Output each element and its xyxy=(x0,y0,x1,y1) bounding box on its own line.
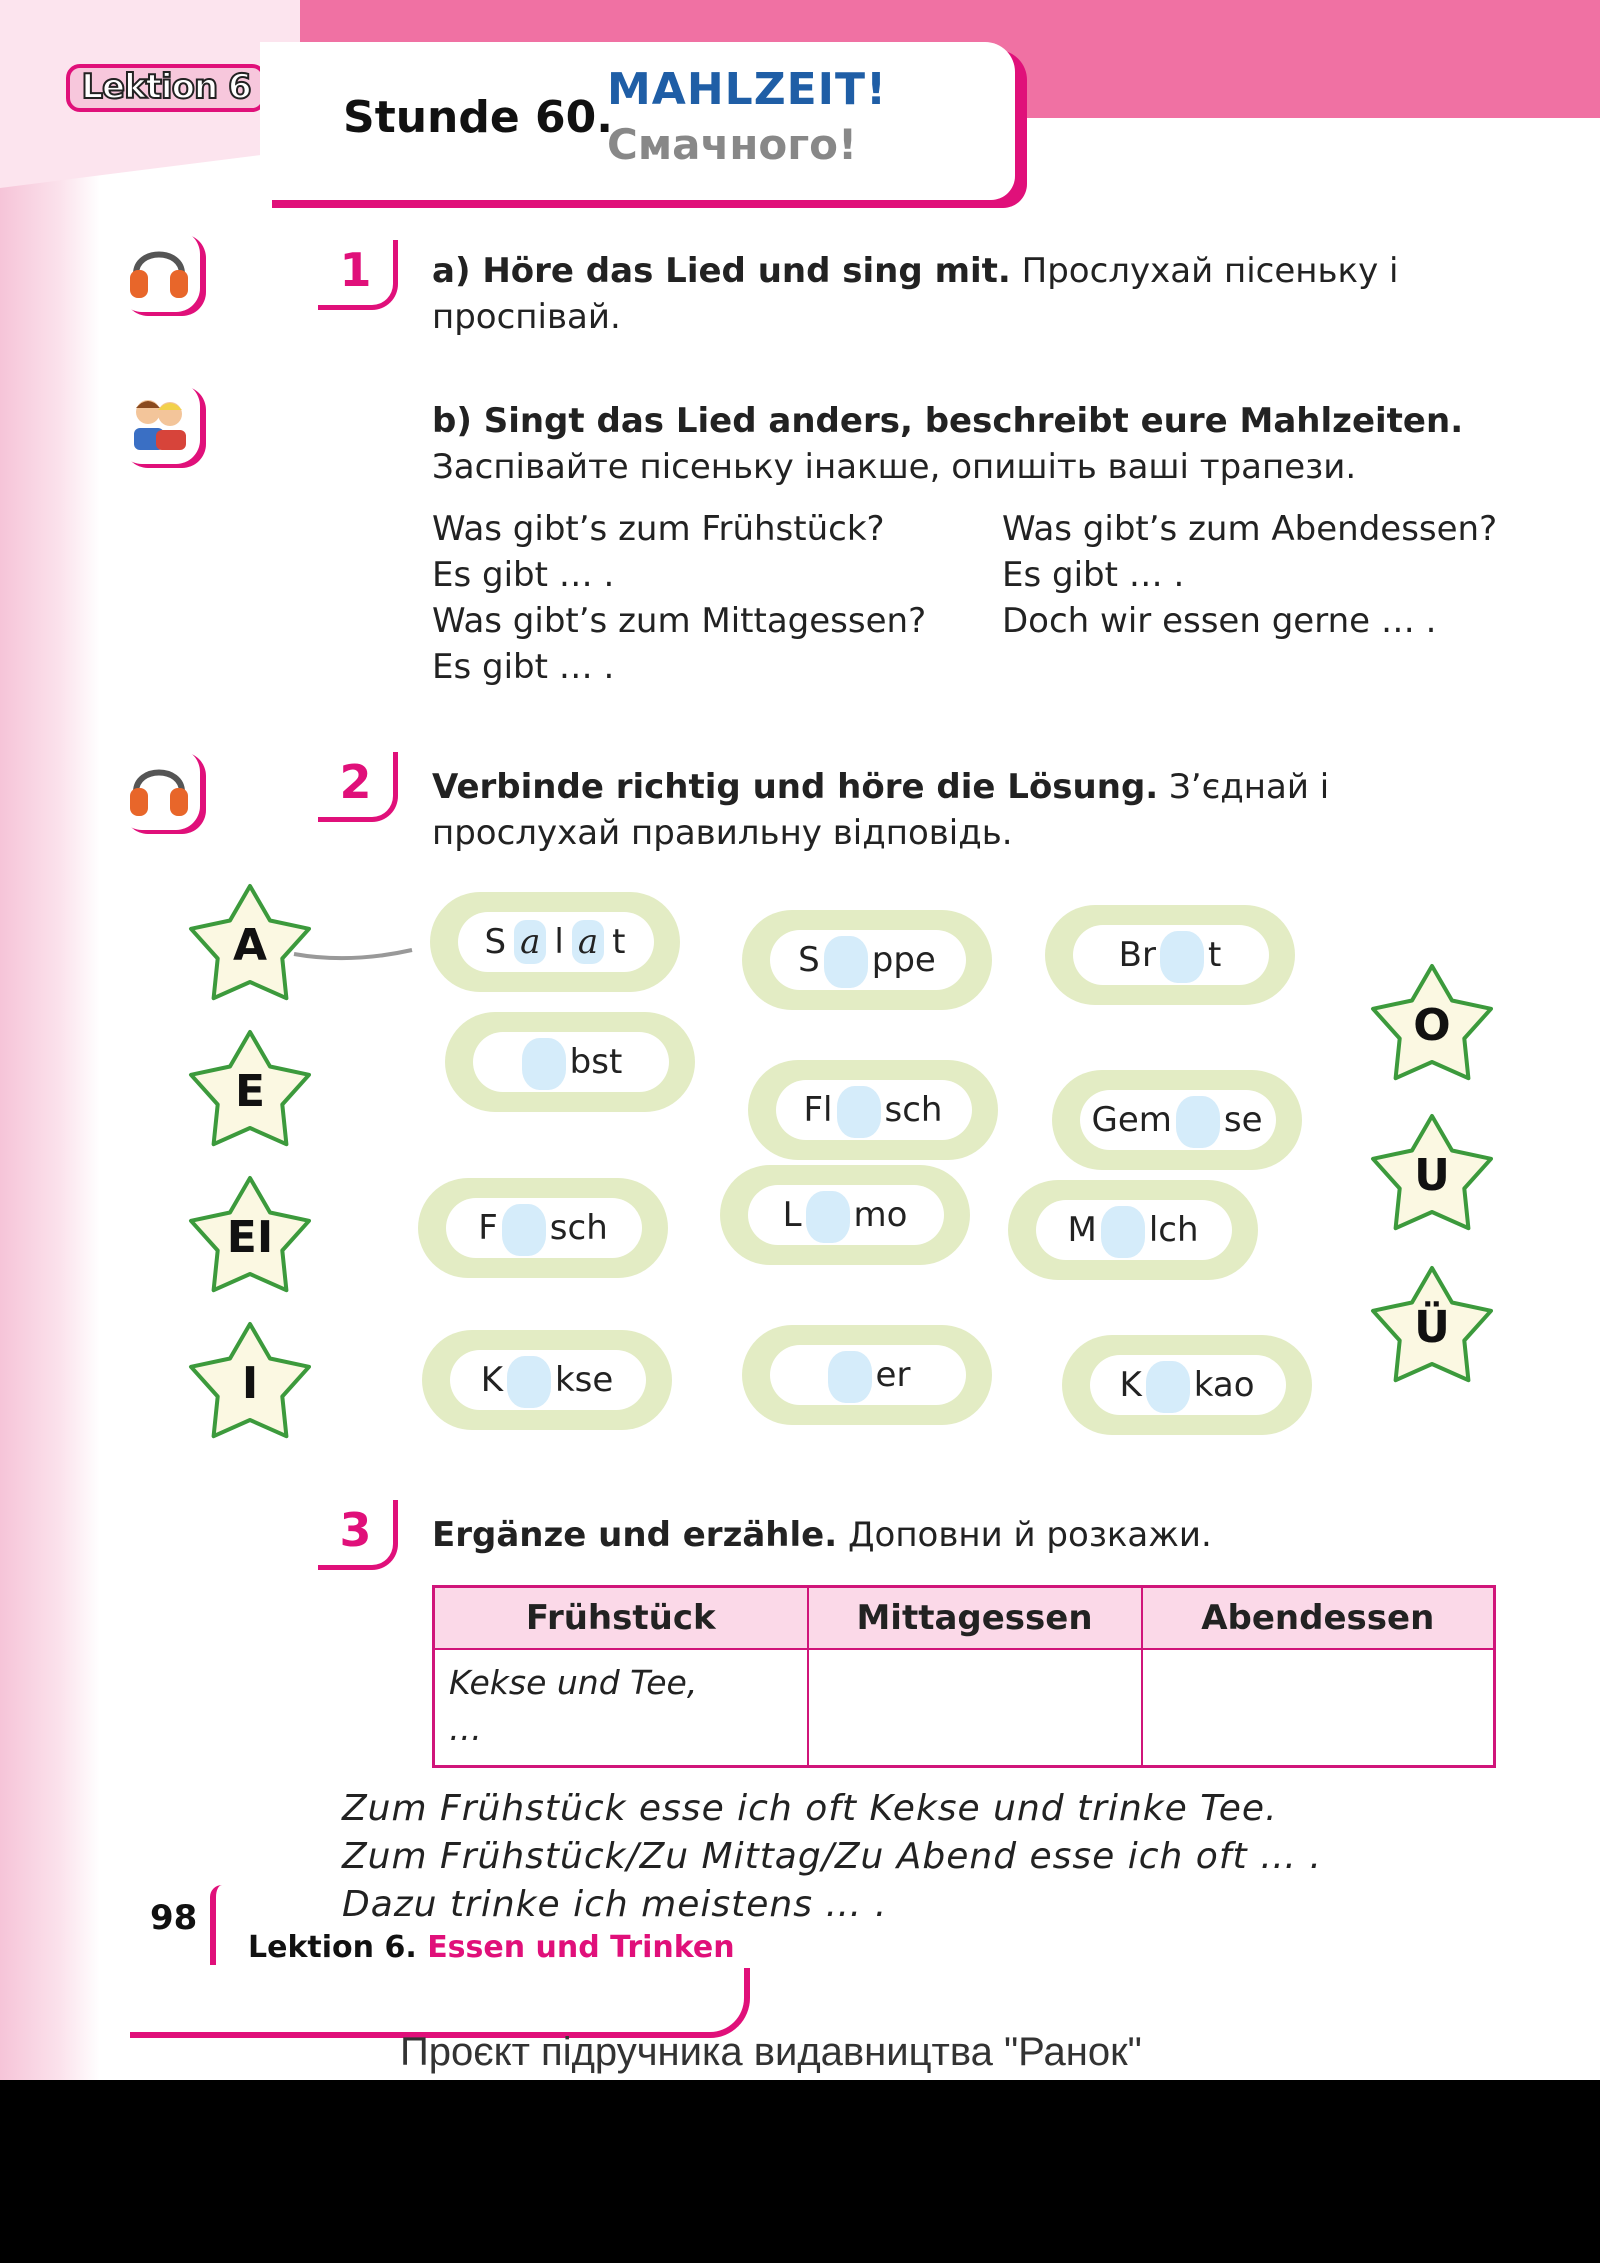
word-suffix: kao xyxy=(1193,1365,1255,1405)
word-text xyxy=(445,1012,695,1112)
vowel-star-right[interactable] xyxy=(1362,1110,1502,1240)
vowel-star-left[interactable] xyxy=(180,880,320,1010)
word-letter: t xyxy=(612,922,626,962)
vowel-star-left[interactable] xyxy=(180,1172,320,1302)
title-german: MAHLZEIT! xyxy=(607,64,888,115)
song-line: Es gibt … . xyxy=(432,647,615,687)
children-icon xyxy=(118,382,200,464)
page-number: 98 xyxy=(150,1898,198,1938)
task-3-bold: Ergänze und erzähle. xyxy=(432,1515,838,1555)
star-letter: O xyxy=(1413,1000,1451,1051)
footer-title xyxy=(248,1930,735,1965)
word-text xyxy=(422,1330,672,1430)
headphones-icon xyxy=(118,748,200,830)
blank-slot[interactable] xyxy=(507,1356,551,1408)
title-ukrainian: Смачного! xyxy=(607,120,858,169)
blank-slot[interactable] xyxy=(1160,931,1204,983)
word-prefix: S xyxy=(798,940,820,980)
word-prefix: F xyxy=(478,1208,498,1248)
word-suffix: lch xyxy=(1148,1210,1199,1250)
word-card[interactable] xyxy=(720,1165,970,1265)
task-1b-instruction xyxy=(432,398,1496,490)
blank-slot[interactable] xyxy=(1146,1361,1190,1413)
cell-mittagessen[interactable] xyxy=(808,1649,1142,1767)
lektion-badge: Lektion 6 xyxy=(66,64,266,112)
word-suffix: mo xyxy=(853,1195,908,1235)
word-prefix: M xyxy=(1067,1210,1097,1250)
col-header: Frühstück xyxy=(434,1587,808,1649)
cell-text: … xyxy=(449,1708,482,1748)
word-card[interactable] xyxy=(430,892,680,992)
song-right xyxy=(1002,506,1497,644)
word-prefix: K xyxy=(480,1360,503,1400)
word-letter: l xyxy=(554,922,564,962)
filled-letter: a xyxy=(572,920,604,964)
blank-slot[interactable] xyxy=(1176,1096,1220,1148)
task-1b-text: Заспівайте пісеньку інакше, опишіть ваші трапези. xyxy=(432,447,1357,487)
vowel-star-left[interactable] xyxy=(180,1026,320,1156)
word-text xyxy=(1008,1180,1258,1280)
example-line: Zum Frühstück/Zu Mittag/Zu Abend esse ich oft … . xyxy=(342,1836,1322,1877)
task-2-number: 2 xyxy=(318,752,398,822)
word-suffix: kse xyxy=(554,1360,614,1400)
blank-slot[interactable] xyxy=(828,1351,872,1403)
word-text xyxy=(1045,905,1295,1005)
blank-slot[interactable] xyxy=(837,1086,881,1138)
word-prefix: Gem xyxy=(1091,1100,1172,1140)
footer-lektion: Lektion 6. xyxy=(248,1930,417,1965)
song-line: Was gibt’s zum Mittagessen? xyxy=(432,601,927,641)
task-1a-bold: a) Höre das Lied und sing mit. xyxy=(432,251,1011,291)
word-card[interactable] xyxy=(748,1060,998,1160)
word-card[interactable] xyxy=(1052,1070,1302,1170)
word-card[interactable] xyxy=(422,1330,672,1430)
task-3-number: 3 xyxy=(318,1500,398,1570)
word-text xyxy=(742,910,992,1010)
meal-table xyxy=(432,1585,1496,1768)
task-3-text: Доповни й розкажи. xyxy=(837,1515,1212,1555)
cell-abendessen[interactable] xyxy=(1142,1649,1495,1767)
left-margin-band xyxy=(0,0,100,2080)
word-text xyxy=(748,1060,998,1160)
task-2-text: З’єднай і прослухай правильну відповідь. xyxy=(432,767,1330,853)
word-suffix: t xyxy=(1207,935,1222,975)
word-card[interactable] xyxy=(742,910,992,1010)
cell-text: Kekse und Tee, xyxy=(449,1662,698,1702)
word-text xyxy=(1062,1335,1312,1435)
vowel-star-left[interactable] xyxy=(180,1318,320,1448)
task-1a-instruction xyxy=(432,248,1496,340)
word-suffix: se xyxy=(1223,1100,1263,1140)
star-letter: EI xyxy=(226,1212,274,1263)
task-1-number: 1 xyxy=(318,240,398,310)
word-salat xyxy=(430,892,680,992)
col-header: Mittagessen xyxy=(808,1587,1142,1649)
song-line: Es gibt … . xyxy=(432,555,615,595)
word-prefix: K xyxy=(1119,1365,1142,1405)
word-suffix: ppe xyxy=(871,940,936,980)
song-line: Was gibt’s zum Abendessen? xyxy=(1002,509,1498,549)
headphones-icon xyxy=(118,230,200,312)
example-line: Zum Frühstück esse ich oft Kekse und trinke Tee. xyxy=(342,1788,1278,1829)
blank-slot[interactable] xyxy=(522,1038,566,1090)
footer-topic: Essen und Trinken xyxy=(427,1930,735,1965)
example-line: Dazu trinke ich meistens … . xyxy=(342,1884,888,1925)
task-1b-bold: b) Singt das Lied anders, beschreibt eure Mahlzeiten. xyxy=(432,401,1464,441)
word-text xyxy=(720,1165,970,1265)
star-letter: E xyxy=(234,1066,266,1117)
word-card[interactable] xyxy=(418,1178,668,1278)
task-2-bold: Verbinde richtig und höre die Lösung. xyxy=(432,767,1159,807)
lesson-number: Stunde 60. xyxy=(343,92,613,143)
word-letter: S xyxy=(484,922,507,962)
footer-bar xyxy=(130,1968,750,2038)
publisher-note: Проєкт підручника видавництва "Ранок" xyxy=(400,2030,1142,2074)
word-prefix: L xyxy=(782,1195,802,1235)
cell-fruehstueck[interactable] xyxy=(434,1649,808,1767)
word-suffix: er xyxy=(875,1355,911,1395)
vowel-star-right[interactable] xyxy=(1362,960,1502,1090)
word-suffix: bst xyxy=(569,1042,623,1082)
word-card[interactable] xyxy=(1062,1335,1312,1435)
task-3-instruction xyxy=(432,1512,1496,1558)
word-card[interactable] xyxy=(1008,1180,1258,1280)
col-header: Abendessen xyxy=(1142,1587,1495,1649)
blank-slot[interactable] xyxy=(502,1204,546,1256)
task-2-instruction xyxy=(432,764,1496,856)
song-line: Was gibt’s zum Frühstück? xyxy=(432,509,885,549)
filled-letter: a xyxy=(514,920,546,964)
word-text xyxy=(742,1325,992,1425)
song-line: Doch wir essen gerne … . xyxy=(1002,601,1437,641)
vowel-star-right[interactable] xyxy=(1362,1262,1502,1392)
blank-slot[interactable] xyxy=(824,936,868,988)
word-prefix: Br xyxy=(1118,935,1156,975)
word-card[interactable] xyxy=(742,1325,992,1425)
word-text xyxy=(418,1178,668,1278)
word-card[interactable] xyxy=(445,1012,695,1112)
task-1a-text: Прослухай пісеньку і проспівай. xyxy=(432,251,1399,337)
footer-divider xyxy=(210,1885,222,1965)
star-letter: U xyxy=(1414,1150,1450,1201)
star-letter: I xyxy=(241,1358,259,1409)
star-letter: A xyxy=(232,920,268,971)
word-suffix: sch xyxy=(884,1090,943,1130)
word-card[interactable] xyxy=(1045,905,1295,1005)
word-suffix: sch xyxy=(549,1208,608,1248)
word-prefix: Fl xyxy=(803,1090,833,1130)
blank-slot[interactable] xyxy=(1101,1206,1145,1258)
song-line: Es gibt … . xyxy=(1002,555,1185,595)
word-text xyxy=(1052,1070,1302,1170)
song-left xyxy=(432,506,926,690)
blank-slot[interactable] xyxy=(806,1191,850,1243)
star-letter: Ü xyxy=(1414,1302,1450,1353)
